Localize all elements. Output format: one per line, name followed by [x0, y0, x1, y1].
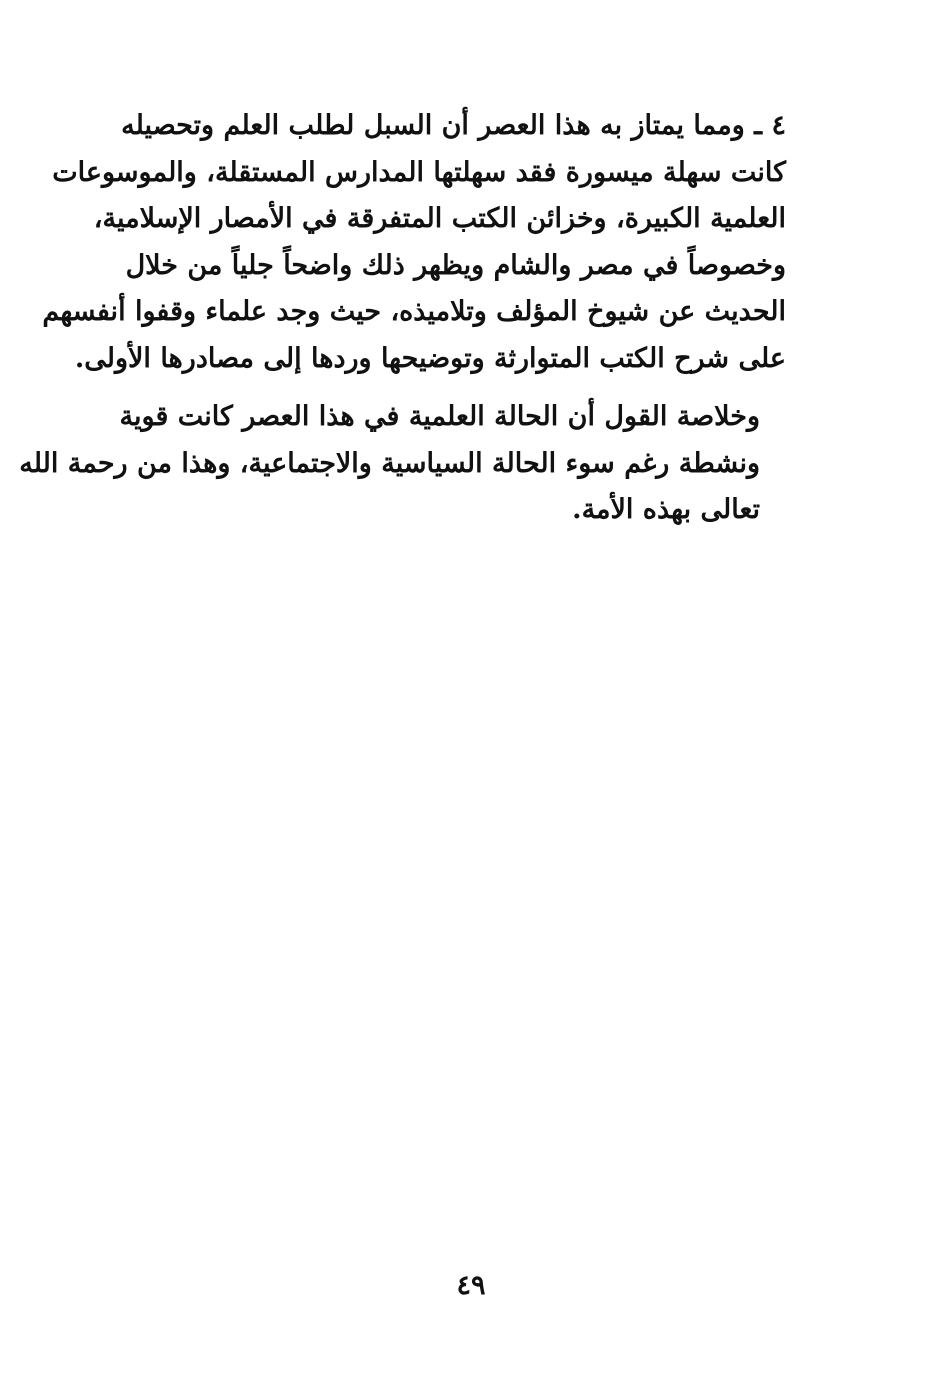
paragraph-scholarly-access: [42, 103, 818, 382]
text-line: الحديث عن شيوخ المؤلف وتلاميذه، حيث وجد علماء وقفوا أنفسهم: [42, 296, 786, 327]
text-line: ٤ ـ ومما يمتاز به هذا العصر أن السبل لطلب العلم وتحصيله: [121, 110, 786, 141]
text-line: على شرح الكتب المتوارثة وتوضيحها وردها إلى مصادرها الأولى.: [74, 342, 786, 374]
text-line: وخلاصة القول أن الحالة العلمية في هذا العصر كانت قوية: [119, 401, 760, 432]
paragraph-summary: [19, 394, 818, 534]
page-number: ٤٩: [456, 1270, 486, 1301]
text-line: ونشطة رغم سوء الحالة السياسية والاجتماعية، وهذا من رحمة الله: [19, 447, 760, 479]
text-line: كانت سهلة ميسورة فقد سهلتها المدارس المستقلة، والموسوعات: [52, 156, 786, 188]
text-line: وخصوصاً في مصر والشام ويظهر ذلك واضحاً جلياً من خلال: [125, 249, 786, 281]
text-line: تعالى بهذه الأمة.: [572, 494, 760, 525]
body-text: [19, 103, 818, 534]
text-line: العلمية الكبيرة، وخزائن الكتب المتفرقة في الأمصار الإسلامية،: [93, 203, 786, 234]
